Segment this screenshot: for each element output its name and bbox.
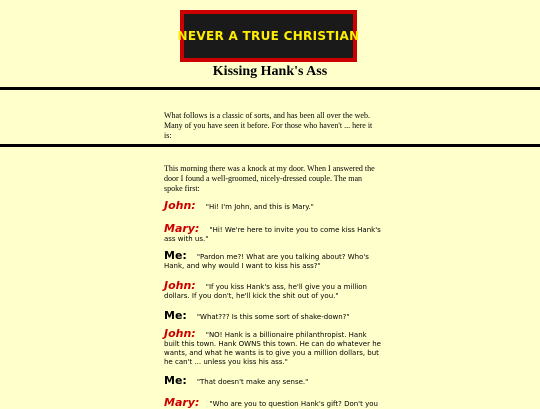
site-banner	[177, 10, 360, 62]
speaker-label: Me:	[164, 309, 187, 322]
speaker-label: John:	[164, 199, 196, 212]
intro-paragraph: What follows is a classic of sorts, and has been all over the web. Many of you have seen it before. For those who haven't ... here it is:	[164, 111, 373, 140]
dialogue-text: "If you kiss Hank's ass, he'll give you a million dollars. If you don't, he'll kick the shit out of you."	[164, 283, 367, 300]
speaker-label: Me:	[164, 249, 187, 262]
dialogue-text: "Who are you to question Hank's gift? Don't you	[209, 400, 378, 408]
dialogue-text: "Hi! We're here to invite you to come kiss Hank's ass with us."	[164, 226, 381, 243]
story-intro-paragraph: This morning there was a knock at my door. When I answered the door I found a well-groomed, nicely-dressed couple. The man spoke first:	[164, 164, 375, 193]
dialogue-line	[164, 281, 384, 301]
dialogue-line	[164, 311, 384, 322]
speaker-label: Me:	[164, 374, 187, 387]
dialogue-line	[164, 376, 384, 387]
top-divider	[0, 87, 540, 90]
dialogue-text: "Pardon me?! What are you talking about? Who's Hank, and why would I want to kiss his ass?"	[164, 253, 369, 270]
speaker-label: Mary:	[164, 222, 200, 235]
dialogue-text: "What??? Is this some sort of shake-down?"	[196, 313, 350, 321]
dialogue-text: "Hi! I'm John, and this is Mary."	[205, 203, 314, 211]
dialogue-line	[164, 398, 384, 409]
speaker-label: John:	[164, 279, 196, 292]
dialogue-text: "NO! Hank is a billionaire philanthropist. Hank built this town. Hank OWNS this town. He can do whatever he wants, and what he wants is to give you a million dollars, but he can't ... unless you kiss his ass."	[164, 331, 381, 366]
dialogue-line	[164, 224, 384, 244]
middle-divider	[0, 144, 540, 147]
banner-frame	[177, 10, 360, 62]
dialogue-line	[164, 251, 384, 271]
speaker-label: Mary:	[164, 396, 200, 409]
banner-text: NEVER A TRUE CHRISTIAN	[177, 29, 360, 43]
banner-panel	[177, 14, 360, 58]
dialogue-line	[164, 329, 384, 367]
dialogue-text: "That doesn't make any sense."	[196, 378, 309, 386]
speaker-label: John:	[164, 327, 196, 340]
dialogue-line	[164, 201, 384, 212]
page-title: Kissing Hank's Ass	[212, 64, 328, 79]
